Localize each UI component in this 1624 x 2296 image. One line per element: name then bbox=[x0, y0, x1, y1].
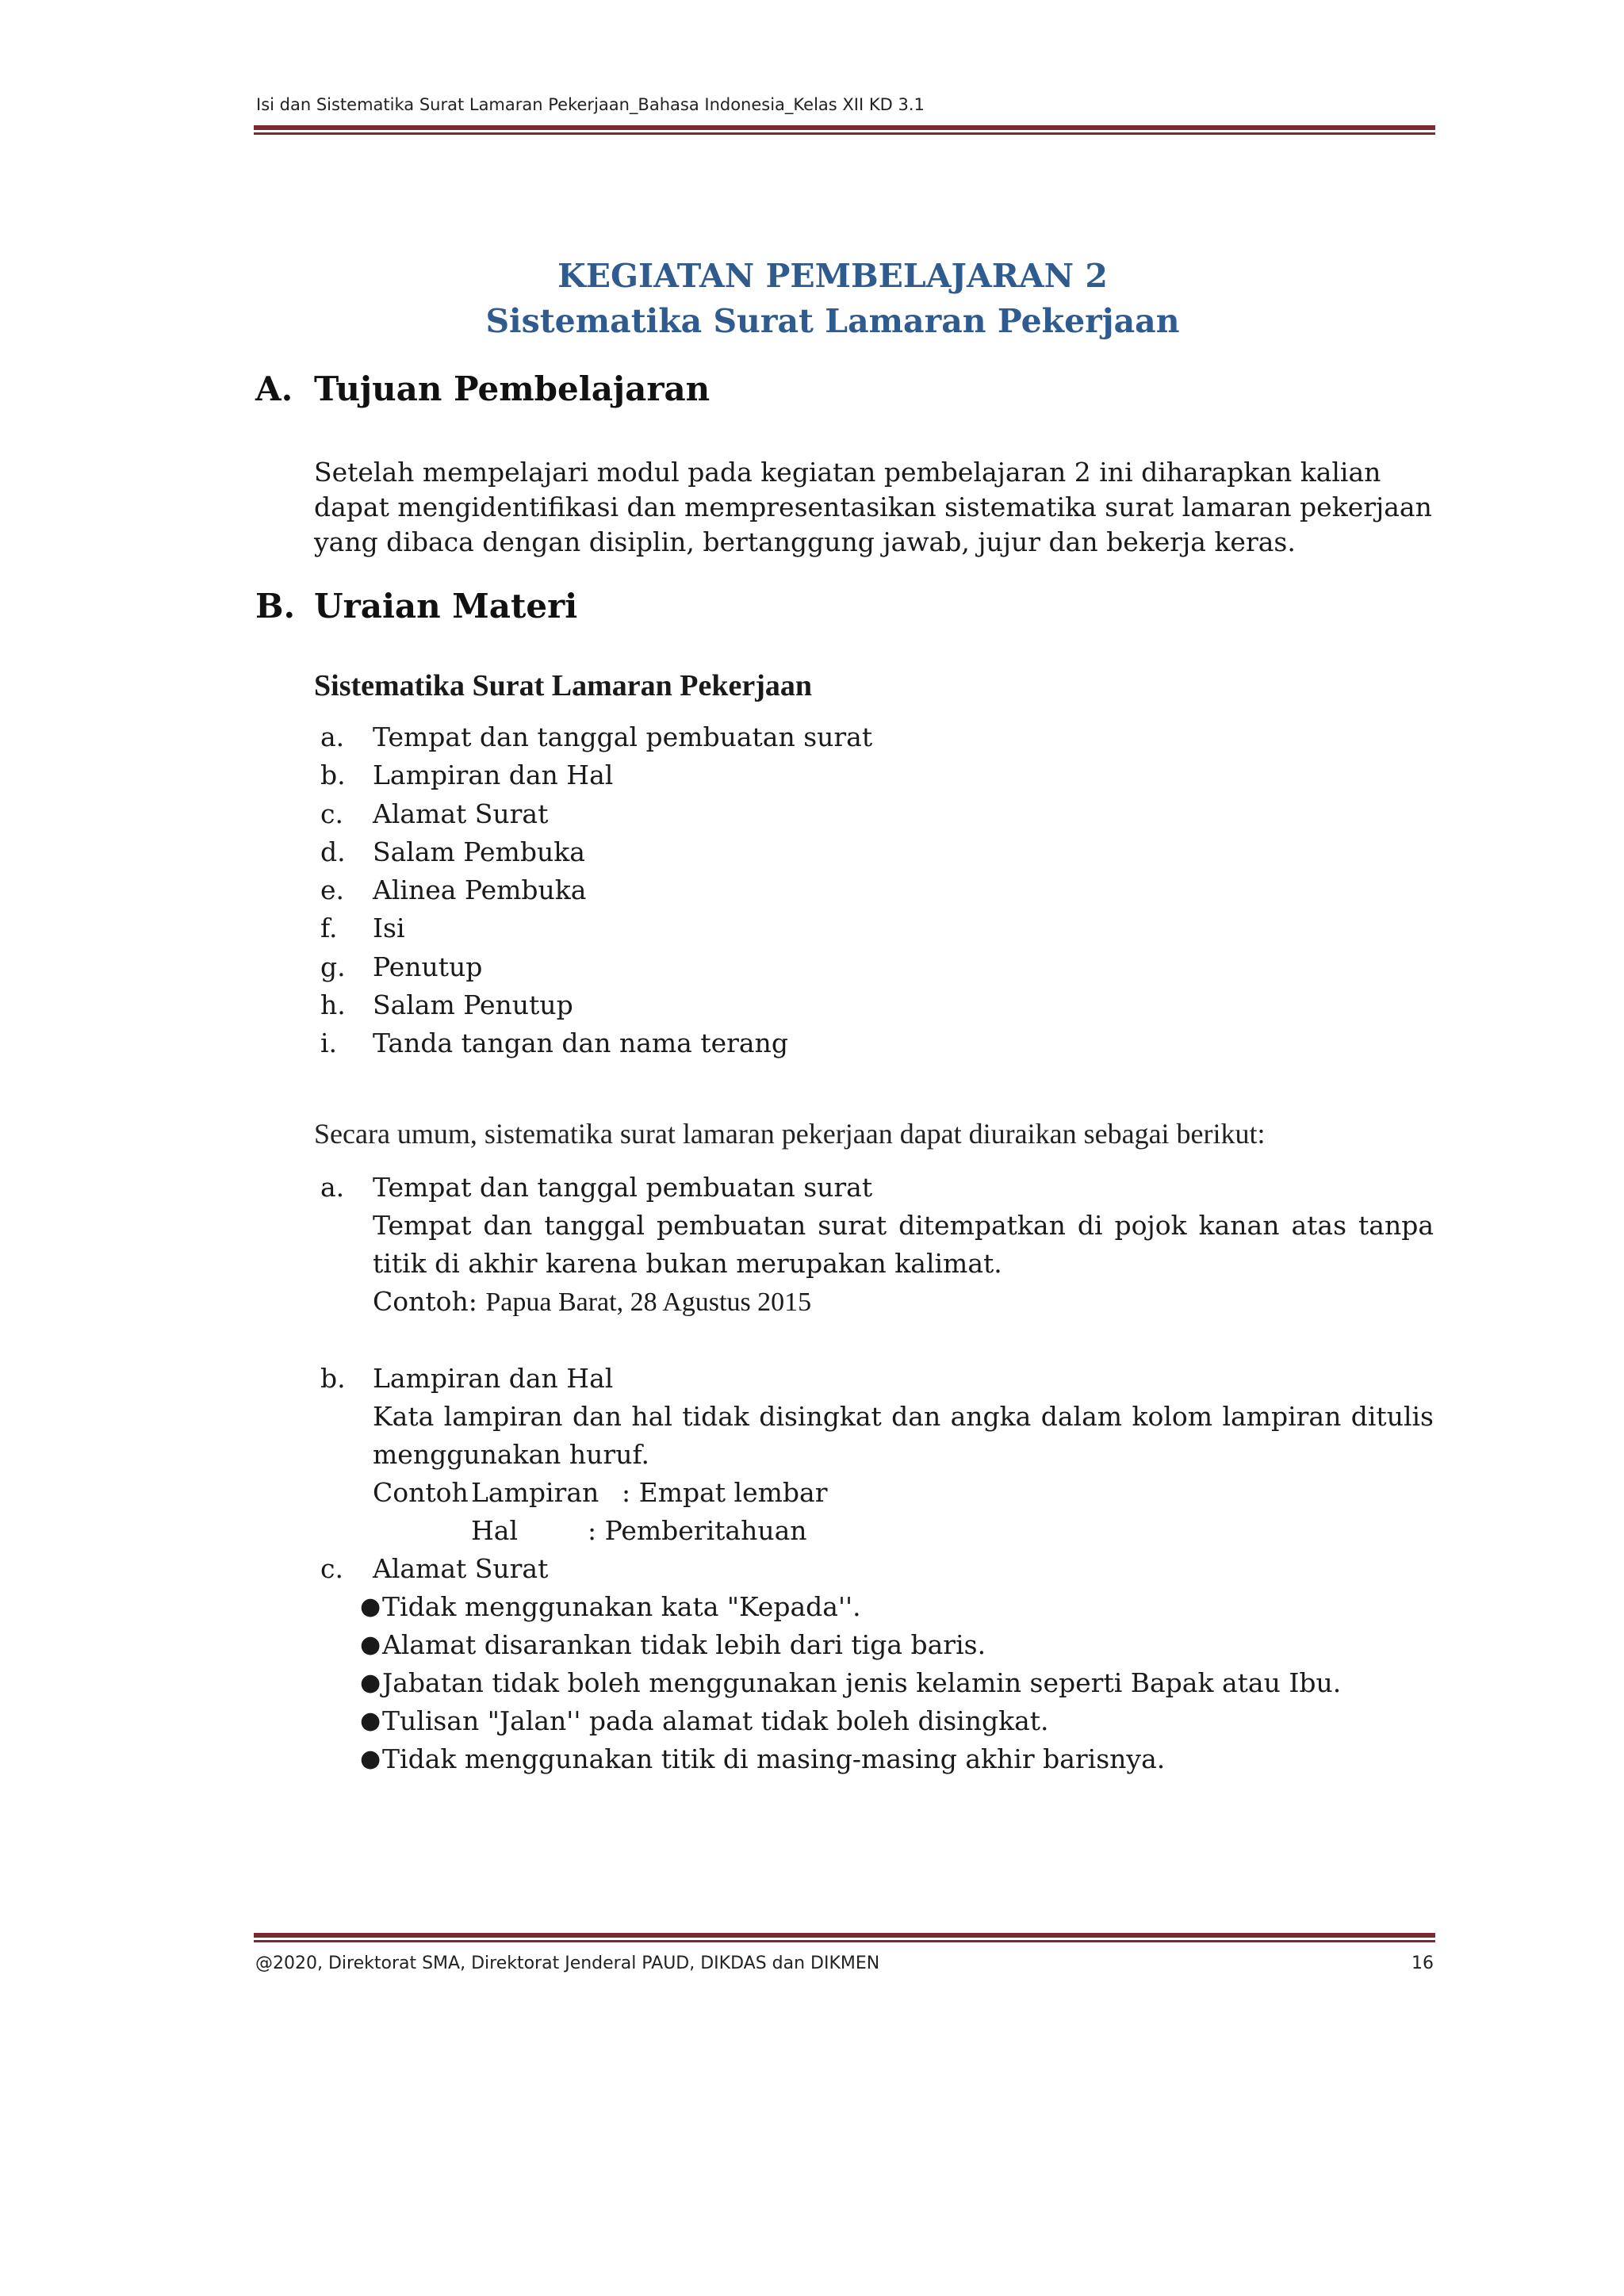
bullet-text: Jabatan tidak boleh menggunakan jenis kelamin seperti Bapak atau Ibu. bbox=[382, 1667, 1342, 1698]
detail-b-row2-value: : Pemberitahuan bbox=[588, 1515, 807, 1546]
detail-b-title: Lampiran dan Hal bbox=[373, 1363, 614, 1394]
detail-a-example-label: Contoh: bbox=[373, 1286, 477, 1317]
list-text: Isi bbox=[373, 913, 405, 944]
bullet-text: Tulisan "Jalan'' pada alamat tidak boleh disingkat. bbox=[382, 1705, 1049, 1736]
detail-b-example-row1 bbox=[320, 1474, 1434, 1512]
list-marker: f. bbox=[320, 913, 338, 944]
detail-a-example bbox=[320, 1283, 1434, 1322]
running-title: Isi dan Sistematika Surat Lamaran Pekerjaan_Bahasa Indonesia_Kelas XII KD 3.1 bbox=[256, 95, 925, 114]
detail-item-a bbox=[320, 1169, 1434, 1322]
list-marker: i. bbox=[320, 1027, 338, 1059]
list-marker: b. bbox=[320, 760, 346, 791]
intro-sentence: Secara umum, sistematika surat lamaran pekerjaan dapat diuraikan sebagai berikut: bbox=[314, 1118, 1266, 1150]
detail-a-body: Tempat dan tanggal pembuatan surat ditempatkan di pojok kanan atas tanpa titik di akhir karena bukan merupakan kalimat. bbox=[373, 1210, 1434, 1279]
list-marker: c. bbox=[320, 798, 343, 829]
list-item bbox=[320, 1024, 872, 1062]
detail-c-title: Alamat Surat bbox=[373, 1553, 549, 1584]
header-rule bbox=[254, 125, 1435, 130]
list-marker: h. bbox=[320, 989, 346, 1021]
list-text: Tempat dan tanggal pembuatan surat bbox=[373, 721, 873, 752]
section-b-title: Uraian Materi bbox=[314, 587, 578, 626]
list-marker: a. bbox=[320, 721, 345, 752]
bullet-item bbox=[360, 1588, 1434, 1626]
list-item bbox=[320, 909, 872, 947]
list-text: Salam Pembuka bbox=[373, 836, 585, 867]
list-marker: e. bbox=[320, 874, 345, 906]
bullet-icon: ● bbox=[360, 1593, 381, 1621]
subheading: Sistematika Surat Lamaran Pekerjaan bbox=[314, 669, 813, 702]
list-text: Tanda tangan dan nama terang bbox=[373, 1027, 788, 1059]
bullet-icon: ● bbox=[360, 1669, 381, 1697]
detail-b-body: Kata lampiran dan hal tidak disingkat dan angka dalam kolom lampiran ditulis menggunakan huruf. bbox=[373, 1401, 1434, 1470]
list-text: Penutup bbox=[373, 951, 483, 982]
chapter-title-line1: KEGIATAN PEMBELAJARAN 2 bbox=[557, 257, 1108, 295]
page-footer bbox=[254, 1933, 1435, 1973]
footer-copyright: @2020, Direktorat SMA, Direktorat Jenderal PAUD, DIKDAS dan DIKMEN bbox=[255, 1954, 880, 1973]
section-a-paragraph: Setelah mempelajari modul pada kegiatan pembelajaran 2 ini diharapkan kalian dapat mengidentifikasi dan mempresentasikan sistematika surat lamaran pekerjaan yang dibaca dengan disiplin, bertanggung jawab, jujur dan bekerja keras. bbox=[314, 457, 1432, 557]
detail-b-row2-label: Hal bbox=[471, 1515, 519, 1546]
chapter-title bbox=[476, 254, 1189, 344]
list-marker: g. bbox=[320, 951, 346, 982]
page-header bbox=[254, 95, 1435, 135]
bullet-icon: ● bbox=[360, 1707, 381, 1735]
bullet-item bbox=[360, 1626, 1434, 1664]
detail-item-b bbox=[320, 1360, 1434, 1778]
detail-c-marker: c. bbox=[320, 1553, 343, 1584]
section-b-heading bbox=[255, 587, 577, 626]
list-item bbox=[320, 718, 872, 756]
list-item bbox=[320, 871, 872, 909]
section-a-letter: A. bbox=[255, 369, 293, 408]
detail-b-row1-label: Lampiran bbox=[471, 1477, 599, 1508]
section-b-letter: B. bbox=[255, 587, 296, 626]
list-marker: d. bbox=[320, 836, 346, 867]
detail-a-example-value: Papua Barat, 28 Agustus 2015 bbox=[485, 1288, 812, 1317]
detail-b-row1-value: : Empat lembar bbox=[622, 1477, 828, 1508]
list-item bbox=[320, 795, 872, 833]
header-rule-thin bbox=[254, 132, 1435, 135]
list-text: Alinea Pembuka bbox=[373, 874, 587, 906]
bullet-item bbox=[360, 1702, 1434, 1740]
list-text: Alamat Surat bbox=[373, 798, 549, 829]
systematics-list bbox=[320, 718, 872, 1063]
bullet-icon: ● bbox=[360, 1745, 381, 1773]
bullet-item bbox=[360, 1664, 1434, 1702]
list-item bbox=[320, 986, 872, 1024]
section-a-title: Tujuan Pembelajaran bbox=[314, 369, 710, 408]
detail-c-bullets bbox=[320, 1588, 1434, 1778]
bullet-text: Tidak menggunakan kata "Kepada''. bbox=[382, 1591, 861, 1622]
footer-rule bbox=[254, 1933, 1435, 1938]
bullet-text: Tidak menggunakan titik di masing-masing akhir barisnya. bbox=[382, 1743, 1166, 1774]
detail-b-marker: b. bbox=[320, 1363, 346, 1394]
bullet-text: Alamat disarankan tidak lebih dari tiga baris. bbox=[382, 1629, 986, 1660]
detail-b-example-row2 bbox=[320, 1512, 1434, 1550]
list-item bbox=[320, 948, 872, 986]
list-text: Salam Penutup bbox=[373, 989, 573, 1021]
detail-b-example-label: Contoh bbox=[373, 1477, 469, 1508]
section-a-heading bbox=[255, 369, 710, 408]
list-item bbox=[320, 833, 872, 871]
list-text: Lampiran dan Hal bbox=[373, 760, 614, 791]
page-number: 16 bbox=[1411, 1954, 1434, 1973]
footer-rule-thin bbox=[254, 1940, 1435, 1942]
chapter-title-line2: Sistematika Surat Lamaran Pekerjaan bbox=[485, 302, 1180, 340]
bullet-icon: ● bbox=[360, 1631, 381, 1659]
list-item bbox=[320, 756, 872, 794]
detail-a-title: Tempat dan tanggal pembuatan surat bbox=[373, 1172, 873, 1203]
detail-a-marker: a. bbox=[320, 1172, 345, 1203]
bullet-item bbox=[360, 1740, 1434, 1778]
